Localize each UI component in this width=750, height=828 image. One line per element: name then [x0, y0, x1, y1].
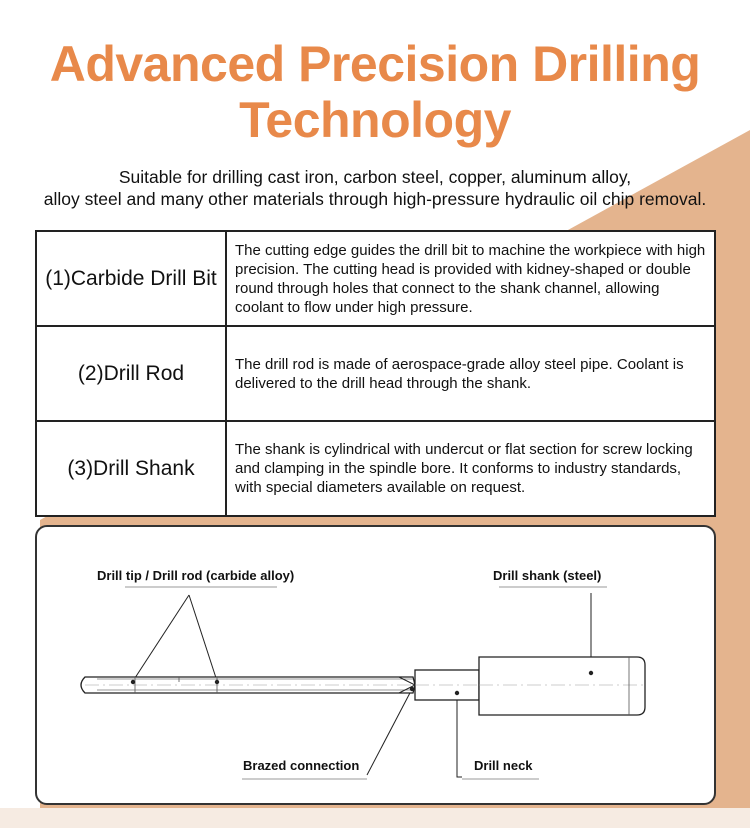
title-line-2: Technology	[239, 92, 511, 148]
table-row	[36, 231, 715, 326]
title-line-1: Advanced Precision Drilling	[49, 36, 701, 92]
label-shank: Drill shank (steel)	[493, 568, 602, 583]
component-description: The drill rod is made of aerospace-grade alloy steel pipe. Coolant is delivered to the drill head through the shank.	[226, 326, 715, 421]
table-row	[36, 326, 715, 421]
neck-leader	[457, 693, 462, 777]
component-description: The cutting edge guides the drill bit to machine the workpiece with high precision. The cutting head is provided with kidney-shaped or double round through holes that connect to the shank channel, allowing coolant to flow under high pressure.	[226, 231, 715, 326]
page-subtitle	[0, 166, 750, 210]
drill-shank-shape	[479, 657, 645, 715]
bottom-strip	[0, 808, 750, 828]
component-table	[35, 230, 716, 517]
subtitle-line-2: alloy steel and many other materials through high-pressure hydraulic oil chip removal.	[43, 189, 707, 209]
table-row	[36, 421, 715, 516]
component-name: (3)Drill Shank	[36, 421, 226, 516]
component-name: (1)Carbide Drill Bit	[36, 231, 226, 326]
brazed-leader	[367, 689, 412, 775]
tip-leader-2	[189, 595, 217, 681]
subtitle-line-1: Suitable for drilling cast iron, carbon steel, copper, aluminum alloy,	[118, 167, 632, 187]
component-description: The shank is cylindrical with undercut or flat section for screw locking and clamping in the spindle bore. It conforms to industry standards, with special diameters available on request.	[226, 421, 715, 516]
page-title	[0, 36, 750, 148]
label-tip-rod: Drill tip / Drill rod (carbide alloy)	[97, 568, 295, 583]
label-brazed: Brazed connection	[243, 758, 360, 773]
drill-diagram	[35, 525, 716, 805]
tip-leader-1	[133, 595, 189, 681]
component-name: (2)Drill Rod	[36, 326, 226, 421]
label-neck: Drill neck	[474, 758, 533, 773]
